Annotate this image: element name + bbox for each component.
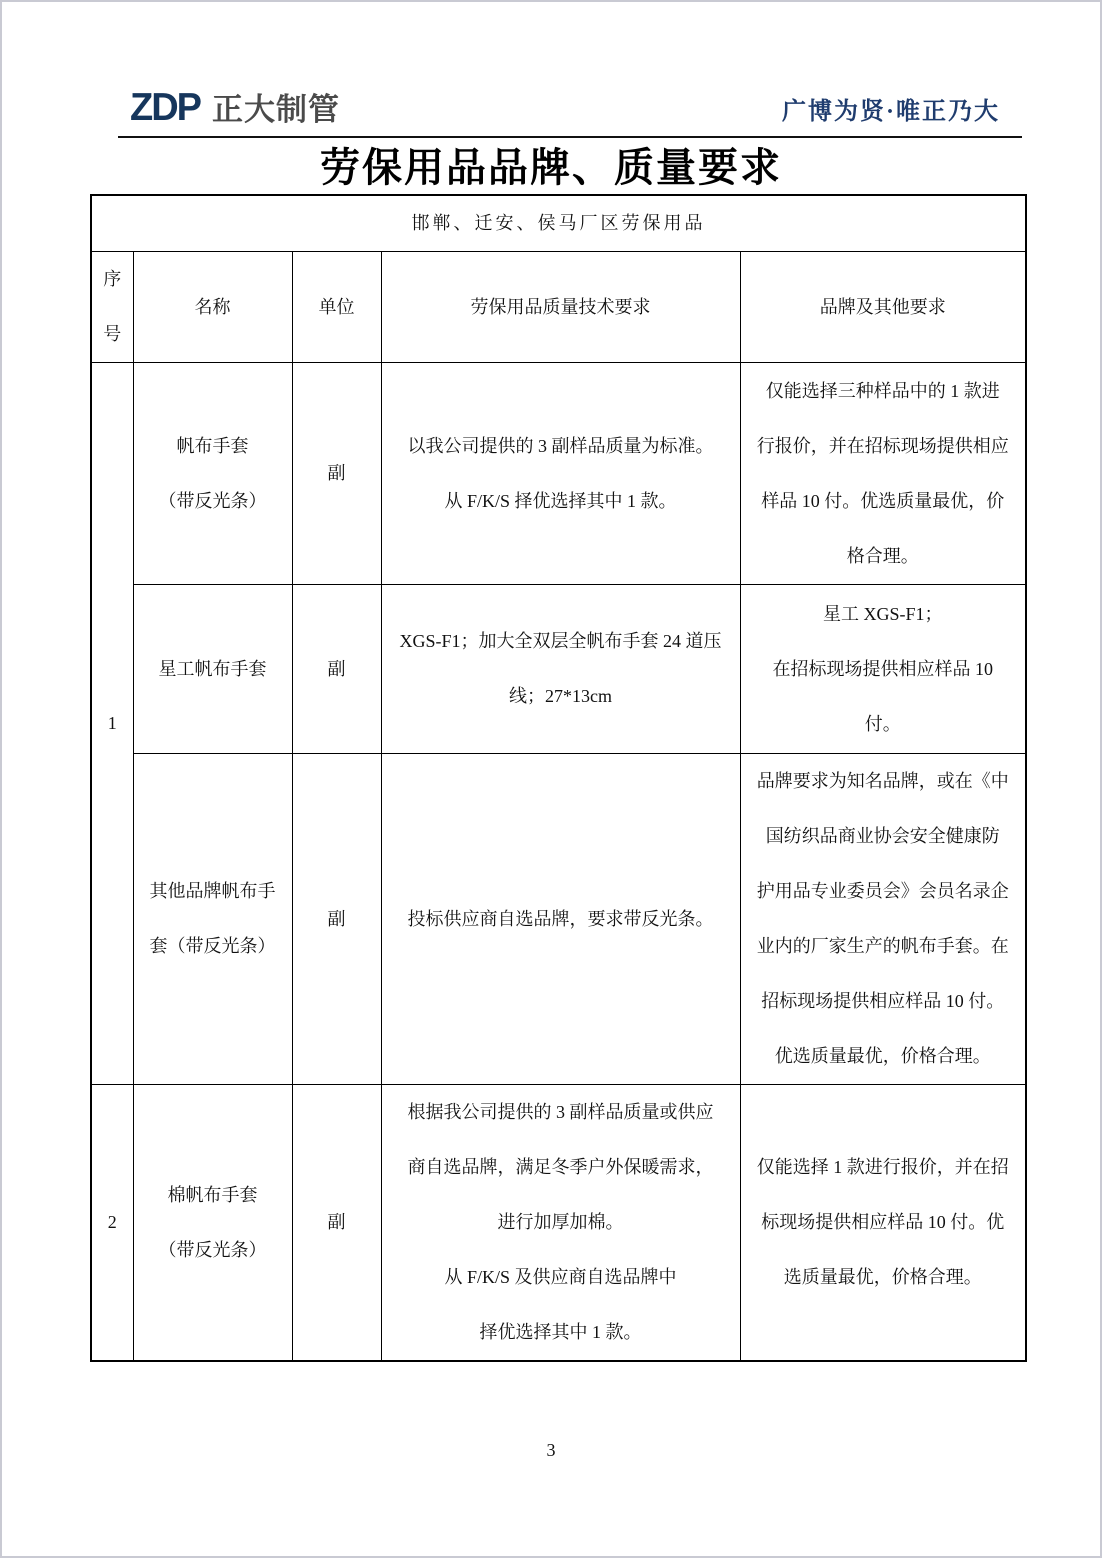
- brand-line: 业内的厂家生产的帆布手套。在: [756, 936, 1009, 956]
- cell-unit: 副: [292, 754, 381, 1085]
- table-row: [91, 363, 1026, 585]
- quality-line: 投标供应商自选品牌，要求带反光条。: [407, 908, 714, 929]
- brand-line: 品牌要求为知名品牌，或在《中: [756, 771, 1009, 791]
- name-line: 帆布手套: [176, 435, 249, 456]
- company-logo: [130, 84, 340, 130]
- brand-line: 付。: [864, 713, 901, 734]
- table-row: [91, 1085, 1026, 1362]
- name-line: 套（带反光条）: [149, 936, 276, 956]
- col-header-seq: [91, 252, 133, 363]
- col-header-name: 名称: [133, 252, 292, 363]
- cell-quality: [381, 585, 740, 754]
- cell-seq-2: 2: [91, 1085, 133, 1362]
- page-title: 劳保用品品牌、质量要求: [320, 145, 782, 190]
- cell-seq-1: 1: [91, 363, 133, 1085]
- brand-line: 招标现场提供相应样品 10 付。: [761, 991, 1005, 1011]
- cell-name: [133, 1085, 292, 1362]
- brand-line: 样品 10 付。优选质量最优，价: [761, 490, 1005, 511]
- zdp-logo-icon: ZDP: [130, 86, 200, 130]
- cell-name: [133, 585, 292, 754]
- table-row: [91, 585, 1026, 754]
- col-header-seq-line1: 序: [103, 269, 122, 289]
- labor-supplies-table: [90, 194, 1027, 1362]
- brand-line: 仅能选择 1 款进行报价，并在招: [756, 1157, 1009, 1177]
- brand-line: 行报价，并在招标现场提供相应: [756, 435, 1009, 456]
- brand-line: 星工 XGS-F1；: [823, 603, 943, 624]
- cell-quality: [381, 754, 740, 1085]
- col-header-unit: 单位: [292, 252, 381, 363]
- cell-quality: [381, 1085, 740, 1362]
- name-line: 星工帆布手套: [158, 658, 267, 679]
- name-line: （带反光条）: [158, 1239, 267, 1260]
- col-header-quality: 劳保用品质量技术要求: [381, 252, 740, 363]
- header-divider: [118, 136, 1022, 138]
- brand-line: 优选质量最优，价格合理。: [774, 1046, 991, 1066]
- cell-brand: [740, 363, 1026, 585]
- quality-line: 从 F/K/S 及供应商自选品牌中: [444, 1267, 677, 1287]
- brand-line: 选质量最优，价格合理。: [783, 1267, 982, 1287]
- cell-name: [133, 754, 292, 1085]
- quality-line: 商自选品牌，满足冬季户外保暖需求，: [407, 1157, 714, 1177]
- company-slogan: 广博为贤·唯正乃大: [781, 99, 1000, 125]
- quality-line: 进行加厚加棉。: [497, 1212, 624, 1232]
- quality-line: 择优选择其中 1 款。: [479, 1322, 642, 1342]
- header-brand-bar: [2, 2, 1100, 130]
- table-column-header-row: [91, 252, 1026, 363]
- cell-unit: 副: [292, 363, 381, 585]
- name-line: 其他品牌帆布手: [149, 881, 276, 901]
- quality-line: 从 F/K/S 择优选择其中 1 款。: [444, 490, 677, 511]
- col-header-brand: 品牌及其他要求: [740, 252, 1026, 363]
- name-line: 棉帆布手套: [167, 1184, 258, 1205]
- table-band-header: 邯郸、迁安、侯马厂区劳保用品: [91, 195, 1026, 252]
- cell-brand: [740, 1085, 1026, 1362]
- brand-line: 护用品专业委员会》会员名录企: [756, 881, 1009, 901]
- table-band-header-row: [91, 195, 1026, 252]
- name-line: （带反光条）: [158, 490, 267, 511]
- cell-unit: 副: [292, 585, 381, 754]
- table-row: [91, 754, 1026, 1085]
- cell-unit: 副: [292, 1085, 381, 1362]
- col-header-seq-line2: 号: [103, 324, 122, 344]
- brand-line: 在招标现场提供相应样品 10: [772, 658, 994, 679]
- brand-line: 标现场提供相应样品 10 付。优: [761, 1212, 1005, 1232]
- page-number: 3: [546, 1440, 556, 1460]
- cell-quality: [381, 363, 740, 585]
- brand-line: 格合理。: [846, 545, 919, 566]
- cell-brand: [740, 585, 1026, 754]
- cell-brand: [740, 754, 1026, 1085]
- company-name: 正大制管: [212, 92, 340, 127]
- quality-line: 线；27*13cm: [509, 686, 612, 706]
- quality-line: XGS-F1；加大全双层全帆布手套 24 道压: [399, 631, 722, 651]
- cell-name: [133, 363, 292, 585]
- brand-line: 国纺织品商业协会安全健康防: [765, 826, 1000, 846]
- quality-line: 根据我公司提供的 3 副样品质量或供应: [407, 1102, 714, 1122]
- quality-line: 以我公司提供的 3 副样品质量为标准。: [407, 435, 714, 456]
- brand-line: 仅能选择三种样品中的 1 款进: [765, 380, 1000, 401]
